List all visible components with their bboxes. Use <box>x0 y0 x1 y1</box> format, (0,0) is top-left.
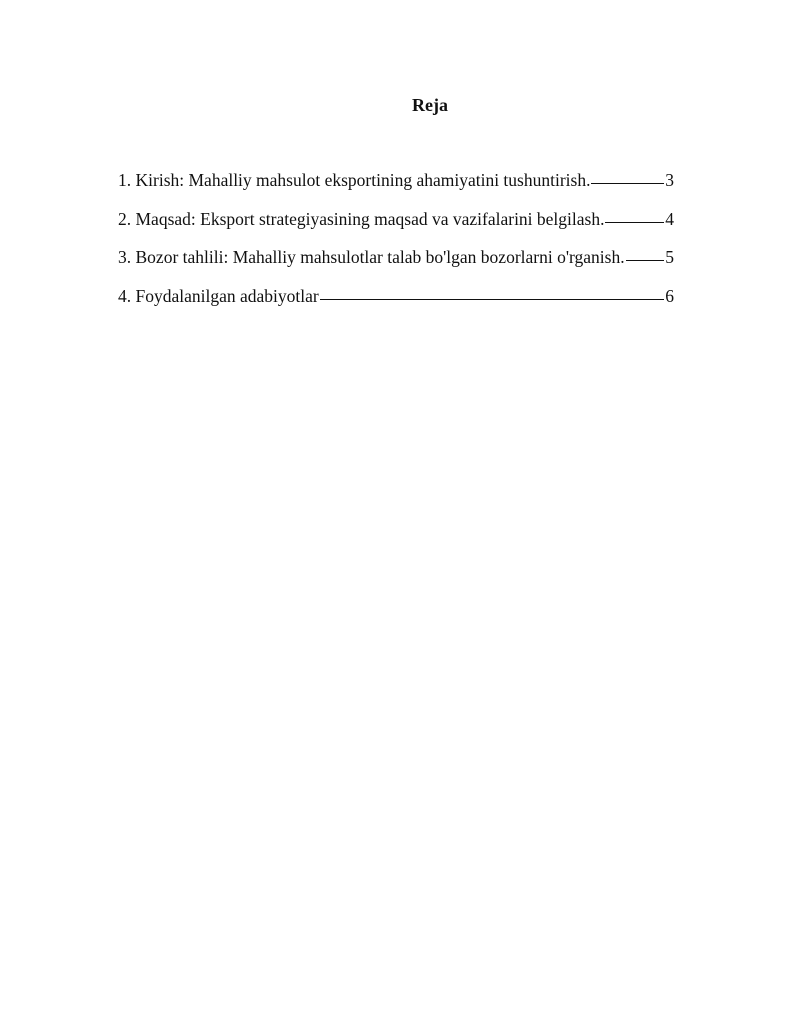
toc-leader-line <box>626 245 665 261</box>
page-title: Reja <box>412 95 448 115</box>
toc-entry <box>118 284 674 323</box>
toc-entry <box>118 207 674 246</box>
toc-entry <box>118 245 674 284</box>
table-of-contents <box>118 168 674 322</box>
toc-page-number: 5 <box>665 247 674 267</box>
toc-leader-line <box>605 207 664 223</box>
toc-entry-text: 3. Bozor tahlili: Mahalliy mahsulotlar talab bo'lgan bozorlarni o'rganish. <box>118 247 625 267</box>
toc-page-number: 6 <box>665 285 674 306</box>
toc-entry <box>118 168 674 207</box>
toc-page-number: 4 <box>665 208 674 229</box>
toc-leader-line <box>591 168 664 184</box>
toc-entry-text: 4. Foydalanilgan adabiyotlar <box>118 285 319 306</box>
toc-entry-text: 2. Maqsad: Eksport strategiyasining maqsad va vazifalarini belgilash. <box>118 208 605 229</box>
toc-page-number: 3 <box>665 170 674 190</box>
toc-entry-text: 1. Kirish: Mahalliy mahsulot eksportining ahamiyatini tushuntirish. <box>118 170 591 190</box>
toc-leader-line <box>320 284 665 300</box>
